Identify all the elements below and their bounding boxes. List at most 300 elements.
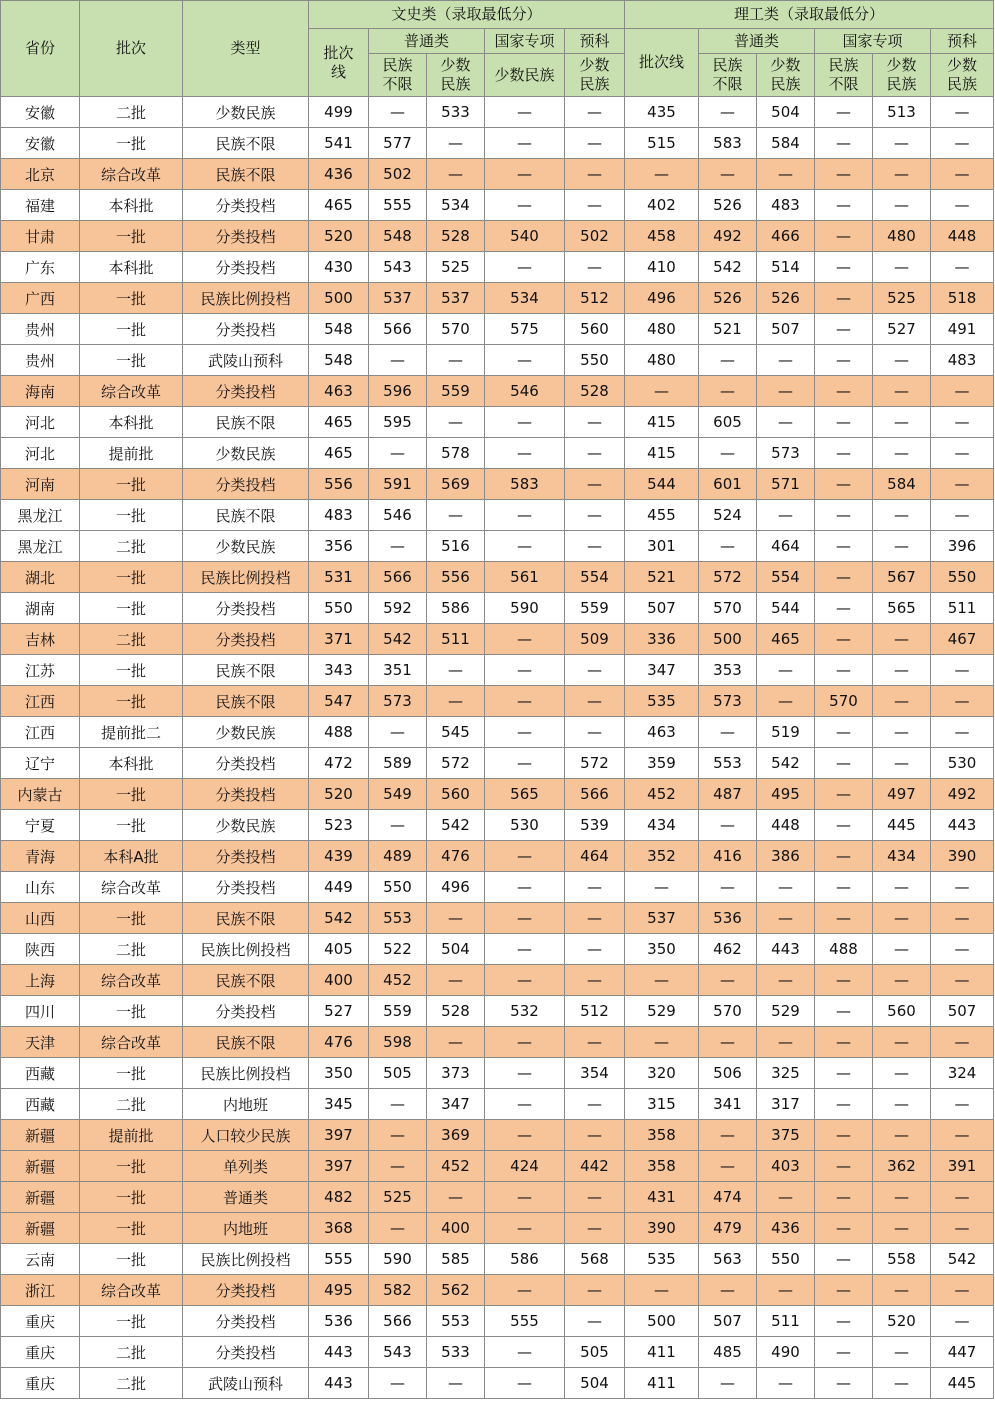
- cell-province: 内蒙古: [1, 779, 80, 810]
- cell-wenshi-putong-shaoshu: 452: [427, 1151, 485, 1182]
- cell-ligong-putong-shaoshu: 519: [757, 717, 815, 748]
- cell-ligong-guojia-shaoshu: 362: [873, 1151, 931, 1182]
- cell-ligong-putong-buxian: 521: [699, 314, 757, 345]
- cell-ligong-batch-line: 301: [625, 531, 699, 562]
- cell-ligong-batch-line: 455: [625, 500, 699, 531]
- cell-type: 少数民族: [183, 531, 309, 562]
- cell-wenshi-yuke-shaoshu: —: [565, 934, 625, 965]
- header-ligong-putong: 普通类: [699, 29, 815, 54]
- cell-batch: 一批: [80, 562, 183, 593]
- cell-wenshi-yuke-shaoshu: —: [565, 438, 625, 469]
- cell-ligong-guojia-shaoshu: —: [873, 1275, 931, 1306]
- cell-ligong-batch-line: 415: [625, 407, 699, 438]
- cell-wenshi-batch-line: 542: [309, 903, 369, 934]
- cell-ligong-yuke-shaoshu: 518: [931, 283, 994, 314]
- cell-ligong-putong-shaoshu: —: [757, 903, 815, 934]
- cell-ligong-putong-buxian: 526: [699, 190, 757, 221]
- cell-ligong-guojia-buxian: —: [815, 159, 873, 190]
- cell-ligong-guojia-shaoshu: —: [873, 407, 931, 438]
- cell-wenshi-yuke-shaoshu: 559: [565, 593, 625, 624]
- cell-batch: 一批: [80, 996, 183, 1027]
- cell-wenshi-putong-shaoshu: —: [427, 159, 485, 190]
- cell-wenshi-putong-buxian: 522: [369, 934, 427, 965]
- cell-wenshi-putong-buxian: 550: [369, 872, 427, 903]
- cell-ligong-guojia-buxian: —: [815, 1213, 873, 1244]
- cell-type: 民族比例投档: [183, 1058, 309, 1089]
- header-type: 类型: [183, 1, 309, 97]
- cell-ligong-guojia-buxian: —: [815, 810, 873, 841]
- cell-ligong-yuke-shaoshu: —: [931, 872, 994, 903]
- cell-type: 单列类: [183, 1151, 309, 1182]
- cell-ligong-yuke-shaoshu: 391: [931, 1151, 994, 1182]
- table-row: [1, 748, 994, 779]
- table-row: [1, 965, 994, 996]
- cell-type: 少数民族: [183, 438, 309, 469]
- cell-wenshi-batch-line: 371: [309, 624, 369, 655]
- cell-wenshi-batch-line: 548: [309, 314, 369, 345]
- cell-type: 人口较少民族: [183, 1120, 309, 1151]
- table-row: [1, 1027, 994, 1058]
- cell-batch: 一批: [80, 903, 183, 934]
- cell-ligong-batch-line: —: [625, 159, 699, 190]
- cell-ligong-putong-shaoshu: 443: [757, 934, 815, 965]
- cell-ligong-batch-line: 529: [625, 996, 699, 1027]
- cell-wenshi-batch-line: 356: [309, 531, 369, 562]
- cell-ligong-guojia-buxian: 488: [815, 934, 873, 965]
- cell-ligong-batch-line: —: [625, 965, 699, 996]
- cell-ligong-guojia-buxian: —: [815, 872, 873, 903]
- cell-ligong-guojia-buxian: —: [815, 1120, 873, 1151]
- cell-wenshi-guojia-shaoshu: —: [485, 1089, 565, 1120]
- header-wenshi-yuke: 预科: [565, 29, 625, 54]
- cell-wenshi-guojia-shaoshu: 532: [485, 996, 565, 1027]
- cell-wenshi-yuke-shaoshu: 550: [565, 345, 625, 376]
- cell-ligong-putong-buxian: 507: [699, 1306, 757, 1337]
- cell-batch: 一批: [80, 779, 183, 810]
- cell-type: 少数民族: [183, 717, 309, 748]
- cell-wenshi-batch-line: 345: [309, 1089, 369, 1120]
- table-row: [1, 159, 994, 190]
- cell-batch: 综合改革: [80, 1275, 183, 1306]
- cell-ligong-yuke-shaoshu: 511: [931, 593, 994, 624]
- cell-ligong-putong-shaoshu: 375: [757, 1120, 815, 1151]
- table-row: [1, 1275, 994, 1306]
- cell-ligong-guojia-shaoshu: —: [873, 500, 931, 531]
- cell-ligong-guojia-buxian: —: [815, 717, 873, 748]
- cell-ligong-putong-shaoshu: —: [757, 872, 815, 903]
- cell-wenshi-putong-shaoshu: 528: [427, 996, 485, 1027]
- cell-wenshi-yuke-shaoshu: —: [565, 469, 625, 500]
- cell-ligong-batch-line: 359: [625, 748, 699, 779]
- cell-wenshi-batch-line: 436: [309, 159, 369, 190]
- cell-province: 浙江: [1, 1275, 80, 1306]
- header-ligong-group: 理工类（录取最低分）: [625, 1, 994, 29]
- cell-ligong-guojia-shaoshu: —: [873, 748, 931, 779]
- cell-wenshi-putong-buxian: 543: [369, 252, 427, 283]
- cell-wenshi-putong-buxian: 582: [369, 1275, 427, 1306]
- cell-ligong-guojia-shaoshu: —: [873, 1089, 931, 1120]
- table-row: [1, 190, 994, 221]
- cell-ligong-guojia-shaoshu: —: [873, 655, 931, 686]
- cell-type: 民族比例投档: [183, 934, 309, 965]
- cell-ligong-guojia-shaoshu: —: [873, 159, 931, 190]
- cell-wenshi-putong-buxian: —: [369, 1089, 427, 1120]
- cell-wenshi-guojia-shaoshu: 565: [485, 779, 565, 810]
- cell-wenshi-guojia-shaoshu: 555: [485, 1306, 565, 1337]
- cell-ligong-putong-buxian: 353: [699, 655, 757, 686]
- cell-province: 广西: [1, 283, 80, 314]
- cell-wenshi-guojia-shaoshu: 583: [485, 469, 565, 500]
- cell-wenshi-yuke-shaoshu: —: [565, 1120, 625, 1151]
- cell-ligong-putong-buxian: 570: [699, 996, 757, 1027]
- header-ligong-yuke-shaoshu: 少数民族: [931, 54, 994, 97]
- cell-ligong-yuke-shaoshu: —: [931, 903, 994, 934]
- cell-ligong-putong-buxian: —: [699, 965, 757, 996]
- cell-ligong-batch-line: 535: [625, 1244, 699, 1275]
- cell-type: 分类投档: [183, 872, 309, 903]
- cell-ligong-yuke-shaoshu: 507: [931, 996, 994, 1027]
- cell-batch: 一批: [80, 1151, 183, 1182]
- cell-wenshi-guojia-shaoshu: —: [485, 1120, 565, 1151]
- cell-ligong-guojia-buxian: —: [815, 252, 873, 283]
- cell-wenshi-putong-shaoshu: —: [427, 965, 485, 996]
- cell-wenshi-putong-buxian: —: [369, 810, 427, 841]
- cell-ligong-putong-shaoshu: —: [757, 1275, 815, 1306]
- cell-ligong-yuke-shaoshu: 483: [931, 345, 994, 376]
- cell-wenshi-putong-buxian: —: [369, 1120, 427, 1151]
- header-wenshi-group: 文史类（录取最低分）: [309, 1, 625, 29]
- cell-ligong-yuke-shaoshu: 390: [931, 841, 994, 872]
- cell-ligong-yuke-shaoshu: 443: [931, 810, 994, 841]
- header-wenshi-guojia: 国家专项: [485, 29, 565, 54]
- cell-wenshi-batch-line: 495: [309, 1275, 369, 1306]
- cell-wenshi-putong-buxian: —: [369, 531, 427, 562]
- cell-ligong-putong-shaoshu: 490: [757, 1337, 815, 1368]
- cell-ligong-guojia-shaoshu: 497: [873, 779, 931, 810]
- cell-ligong-yuke-shaoshu: —: [931, 1027, 994, 1058]
- cell-wenshi-batch-line: 541: [309, 128, 369, 159]
- cell-wenshi-putong-buxian: 489: [369, 841, 427, 872]
- cell-wenshi-yuke-shaoshu: —: [565, 500, 625, 531]
- cell-province: 新疆: [1, 1182, 80, 1213]
- cell-province: 江西: [1, 717, 80, 748]
- cell-ligong-putong-buxian: —: [699, 531, 757, 562]
- cell-wenshi-guojia-shaoshu: —: [485, 1275, 565, 1306]
- cell-wenshi-putong-buxian: 591: [369, 469, 427, 500]
- cell-ligong-guojia-buxian: —: [815, 996, 873, 1027]
- cell-ligong-yuke-shaoshu: 550: [931, 562, 994, 593]
- cell-ligong-putong-shaoshu: 511: [757, 1306, 815, 1337]
- cell-wenshi-putong-shaoshu: —: [427, 1368, 485, 1399]
- cell-type: 内地班: [183, 1089, 309, 1120]
- cell-wenshi-batch-line: 476: [309, 1027, 369, 1058]
- cell-ligong-putong-shaoshu: —: [757, 345, 815, 376]
- table-row: [1, 903, 994, 934]
- cell-ligong-batch-line: 431: [625, 1182, 699, 1213]
- cell-ligong-batch-line: 315: [625, 1089, 699, 1120]
- cell-ligong-guojia-buxian: —: [815, 1151, 873, 1182]
- cell-ligong-guojia-shaoshu: 520: [873, 1306, 931, 1337]
- cell-type: 分类投档: [183, 1337, 309, 1368]
- cell-ligong-batch-line: 358: [625, 1151, 699, 1182]
- cell-wenshi-putong-buxian: 543: [369, 1337, 427, 1368]
- cell-province: 西藏: [1, 1058, 80, 1089]
- cell-province: 海南: [1, 376, 80, 407]
- cell-wenshi-yuke-shaoshu: —: [565, 128, 625, 159]
- cell-batch: 一批: [80, 686, 183, 717]
- cell-batch: 综合改革: [80, 1027, 183, 1058]
- cell-wenshi-guojia-shaoshu: 424: [485, 1151, 565, 1182]
- cell-type: 民族不限: [183, 903, 309, 934]
- cell-wenshi-guojia-shaoshu: —: [485, 97, 565, 128]
- cell-batch: 本科批: [80, 190, 183, 221]
- cell-ligong-batch-line: 521: [625, 562, 699, 593]
- cell-ligong-guojia-shaoshu: —: [873, 376, 931, 407]
- cell-province: 山东: [1, 872, 80, 903]
- cell-type: 民族比例投档: [183, 562, 309, 593]
- cell-wenshi-batch-line: 343: [309, 655, 369, 686]
- cell-ligong-guojia-buxian: —: [815, 1027, 873, 1058]
- cell-wenshi-batch-line: 443: [309, 1368, 369, 1399]
- cell-wenshi-putong-shaoshu: 586: [427, 593, 485, 624]
- cell-ligong-putong-shaoshu: 526: [757, 283, 815, 314]
- cell-ligong-guojia-buxian: —: [815, 593, 873, 624]
- cell-wenshi-batch-line: 499: [309, 97, 369, 128]
- cell-wenshi-guojia-shaoshu: —: [485, 128, 565, 159]
- cell-wenshi-putong-buxian: 537: [369, 283, 427, 314]
- table-body: [1, 97, 994, 1399]
- cell-ligong-putong-buxian: 500: [699, 624, 757, 655]
- cell-wenshi-yuke-shaoshu: 512: [565, 996, 625, 1027]
- cell-wenshi-yuke-shaoshu: 442: [565, 1151, 625, 1182]
- cell-wenshi-guojia-shaoshu: —: [485, 1337, 565, 1368]
- cell-wenshi-putong-buxian: 555: [369, 190, 427, 221]
- cell-wenshi-batch-line: 488: [309, 717, 369, 748]
- cell-wenshi-yuke-shaoshu: —: [565, 97, 625, 128]
- table-row: [1, 779, 994, 810]
- table-row: [1, 562, 994, 593]
- cell-province: 云南: [1, 1244, 80, 1275]
- cell-province: 江西: [1, 686, 80, 717]
- cell-wenshi-guojia-shaoshu: 540: [485, 221, 565, 252]
- cell-wenshi-putong-buxian: 577: [369, 128, 427, 159]
- cell-ligong-guojia-shaoshu: 560: [873, 996, 931, 1027]
- cell-wenshi-yuke-shaoshu: —: [565, 1027, 625, 1058]
- cell-ligong-putong-buxian: 570: [699, 593, 757, 624]
- cell-ligong-putong-shaoshu: 504: [757, 97, 815, 128]
- table-row: [1, 1058, 994, 1089]
- cell-province: 陕西: [1, 934, 80, 965]
- cell-batch: 综合改革: [80, 872, 183, 903]
- cell-wenshi-putong-buxian: 351: [369, 655, 427, 686]
- cell-wenshi-batch-line: 400: [309, 965, 369, 996]
- cell-type: 普通类: [183, 1182, 309, 1213]
- cell-province: 江苏: [1, 655, 80, 686]
- cell-ligong-putong-buxian: 572: [699, 562, 757, 593]
- cell-ligong-batch-line: 515: [625, 128, 699, 159]
- cell-batch: 综合改革: [80, 159, 183, 190]
- cell-ligong-putong-buxian: 416: [699, 841, 757, 872]
- cell-type: 分类投档: [183, 748, 309, 779]
- table-row: [1, 500, 994, 531]
- cell-province: 四川: [1, 996, 80, 1027]
- cell-ligong-yuke-shaoshu: —: [931, 97, 994, 128]
- table-row: [1, 1244, 994, 1275]
- cell-ligong-yuke-shaoshu: —: [931, 407, 994, 438]
- cell-wenshi-guojia-shaoshu: —: [485, 500, 565, 531]
- table-row: [1, 624, 994, 655]
- cell-ligong-guojia-buxian: 570: [815, 686, 873, 717]
- cell-ligong-batch-line: 352: [625, 841, 699, 872]
- cell-type: 分类投档: [183, 841, 309, 872]
- cell-province: 河南: [1, 469, 80, 500]
- cell-wenshi-guojia-shaoshu: 530: [485, 810, 565, 841]
- cell-ligong-putong-shaoshu: 495: [757, 779, 815, 810]
- cell-batch: 一批: [80, 1306, 183, 1337]
- cell-wenshi-guojia-shaoshu: —: [485, 717, 565, 748]
- cell-wenshi-putong-shaoshu: 511: [427, 624, 485, 655]
- header-province: 省份: [1, 1, 80, 97]
- cell-wenshi-putong-shaoshu: 516: [427, 531, 485, 562]
- cell-ligong-putong-buxian: —: [699, 1275, 757, 1306]
- cell-province: 重庆: [1, 1306, 80, 1337]
- cell-wenshi-putong-buxian: 546: [369, 500, 427, 531]
- cell-ligong-yuke-shaoshu: —: [931, 376, 994, 407]
- cell-ligong-putong-buxian: 341: [699, 1089, 757, 1120]
- cell-province: 贵州: [1, 314, 80, 345]
- cell-ligong-batch-line: 452: [625, 779, 699, 810]
- cell-type: 分类投档: [183, 376, 309, 407]
- table-row: [1, 934, 994, 965]
- cell-wenshi-putong-shaoshu: 545: [427, 717, 485, 748]
- cell-wenshi-batch-line: 465: [309, 407, 369, 438]
- cell-wenshi-putong-shaoshu: 528: [427, 221, 485, 252]
- cell-province: 安徽: [1, 97, 80, 128]
- cell-ligong-batch-line: 358: [625, 1120, 699, 1151]
- cell-wenshi-batch-line: 548: [309, 345, 369, 376]
- cell-wenshi-putong-buxian: 553: [369, 903, 427, 934]
- cell-type: 民族不限: [183, 655, 309, 686]
- cell-province: 河北: [1, 407, 80, 438]
- cell-province: 贵州: [1, 345, 80, 376]
- cell-ligong-batch-line: 535: [625, 686, 699, 717]
- cell-type: 民族不限: [183, 686, 309, 717]
- table-row: [1, 655, 994, 686]
- cell-wenshi-guojia-shaoshu: 590: [485, 593, 565, 624]
- cell-ligong-putong-buxian: —: [699, 345, 757, 376]
- cell-batch: 一批: [80, 593, 183, 624]
- cell-wenshi-yuke-shaoshu: 354: [565, 1058, 625, 1089]
- cell-wenshi-yuke-shaoshu: —: [565, 1213, 625, 1244]
- cell-ligong-guojia-buxian: —: [815, 1275, 873, 1306]
- cell-ligong-putong-shaoshu: 403: [757, 1151, 815, 1182]
- cell-ligong-putong-shaoshu: 325: [757, 1058, 815, 1089]
- cell-ligong-batch-line: —: [625, 376, 699, 407]
- cell-ligong-guojia-shaoshu: —: [873, 190, 931, 221]
- header-wenshi-guojia-shaoshu: 少数民族: [485, 54, 565, 97]
- cell-ligong-guojia-buxian: —: [815, 1368, 873, 1399]
- cell-wenshi-putong-shaoshu: 560: [427, 779, 485, 810]
- cell-ligong-guojia-buxian: —: [815, 841, 873, 872]
- cell-ligong-putong-shaoshu: —: [757, 1027, 815, 1058]
- cell-batch: 二批: [80, 1089, 183, 1120]
- cell-wenshi-putong-shaoshu: —: [427, 1027, 485, 1058]
- cell-ligong-putong-shaoshu: 573: [757, 438, 815, 469]
- cell-ligong-guojia-shaoshu: —: [873, 934, 931, 965]
- cell-ligong-putong-shaoshu: —: [757, 376, 815, 407]
- cell-ligong-yuke-shaoshu: —: [931, 655, 994, 686]
- cell-wenshi-putong-buxian: 566: [369, 314, 427, 345]
- cell-wenshi-putong-shaoshu: 525: [427, 252, 485, 283]
- cell-wenshi-guojia-shaoshu: —: [485, 655, 565, 686]
- cell-ligong-putong-buxian: 524: [699, 500, 757, 531]
- cell-ligong-putong-buxian: 487: [699, 779, 757, 810]
- cell-ligong-putong-shaoshu: —: [757, 1368, 815, 1399]
- table-row: [1, 1213, 994, 1244]
- cell-wenshi-guojia-shaoshu: —: [485, 1213, 565, 1244]
- cell-ligong-guojia-buxian: —: [815, 965, 873, 996]
- cell-wenshi-guojia-shaoshu: —: [485, 1368, 565, 1399]
- cell-batch: 一批: [80, 283, 183, 314]
- cell-ligong-putong-shaoshu: 571: [757, 469, 815, 500]
- table-row: [1, 97, 994, 128]
- cell-type: 民族不限: [183, 965, 309, 996]
- cell-wenshi-putong-shaoshu: 534: [427, 190, 485, 221]
- cell-wenshi-putong-shaoshu: 476: [427, 841, 485, 872]
- cell-wenshi-yuke-shaoshu: —: [565, 190, 625, 221]
- cell-wenshi-yuke-shaoshu: —: [565, 159, 625, 190]
- cell-type: 分类投档: [183, 252, 309, 283]
- cell-wenshi-putong-buxian: —: [369, 345, 427, 376]
- cell-ligong-putong-shaoshu: 507: [757, 314, 815, 345]
- table-row: [1, 1337, 994, 1368]
- cell-wenshi-batch-line: 449: [309, 872, 369, 903]
- cell-wenshi-guojia-shaoshu: —: [485, 438, 565, 469]
- cell-wenshi-batch-line: 531: [309, 562, 369, 593]
- cell-wenshi-batch-line: 397: [309, 1120, 369, 1151]
- cell-wenshi-putong-shaoshu: 556: [427, 562, 485, 593]
- cell-wenshi-putong-buxian: —: [369, 438, 427, 469]
- cell-ligong-yuke-shaoshu: 530: [931, 748, 994, 779]
- cell-ligong-putong-buxian: 526: [699, 283, 757, 314]
- cell-wenshi-guojia-shaoshu: 561: [485, 562, 565, 593]
- cell-wenshi-putong-buxian: —: [369, 1151, 427, 1182]
- cell-ligong-guojia-shaoshu: —: [873, 128, 931, 159]
- cell-wenshi-putong-shaoshu: 400: [427, 1213, 485, 1244]
- cell-wenshi-yuke-shaoshu: —: [565, 717, 625, 748]
- cell-ligong-putong-buxian: 542: [699, 252, 757, 283]
- cell-wenshi-guojia-shaoshu: —: [485, 1182, 565, 1213]
- cell-type: 武陵山预科: [183, 1368, 309, 1399]
- cell-wenshi-putong-shaoshu: 570: [427, 314, 485, 345]
- cell-ligong-guojia-buxian: —: [815, 500, 873, 531]
- cell-province: 重庆: [1, 1337, 80, 1368]
- cell-wenshi-guojia-shaoshu: 586: [485, 1244, 565, 1275]
- cell-ligong-guojia-shaoshu: 445: [873, 810, 931, 841]
- table-row: [1, 810, 994, 841]
- cell-wenshi-guojia-shaoshu: —: [485, 748, 565, 779]
- cell-batch: 一批: [80, 1182, 183, 1213]
- cell-type: 分类投档: [183, 624, 309, 655]
- cell-wenshi-putong-shaoshu: 585: [427, 1244, 485, 1275]
- cell-ligong-putong-buxian: 553: [699, 748, 757, 779]
- cell-wenshi-putong-shaoshu: 559: [427, 376, 485, 407]
- cell-ligong-guojia-buxian: —: [815, 624, 873, 655]
- cell-ligong-guojia-buxian: —: [815, 190, 873, 221]
- cell-wenshi-putong-buxian: 589: [369, 748, 427, 779]
- cell-wenshi-batch-line: 443: [309, 1337, 369, 1368]
- cell-ligong-yuke-shaoshu: —: [931, 438, 994, 469]
